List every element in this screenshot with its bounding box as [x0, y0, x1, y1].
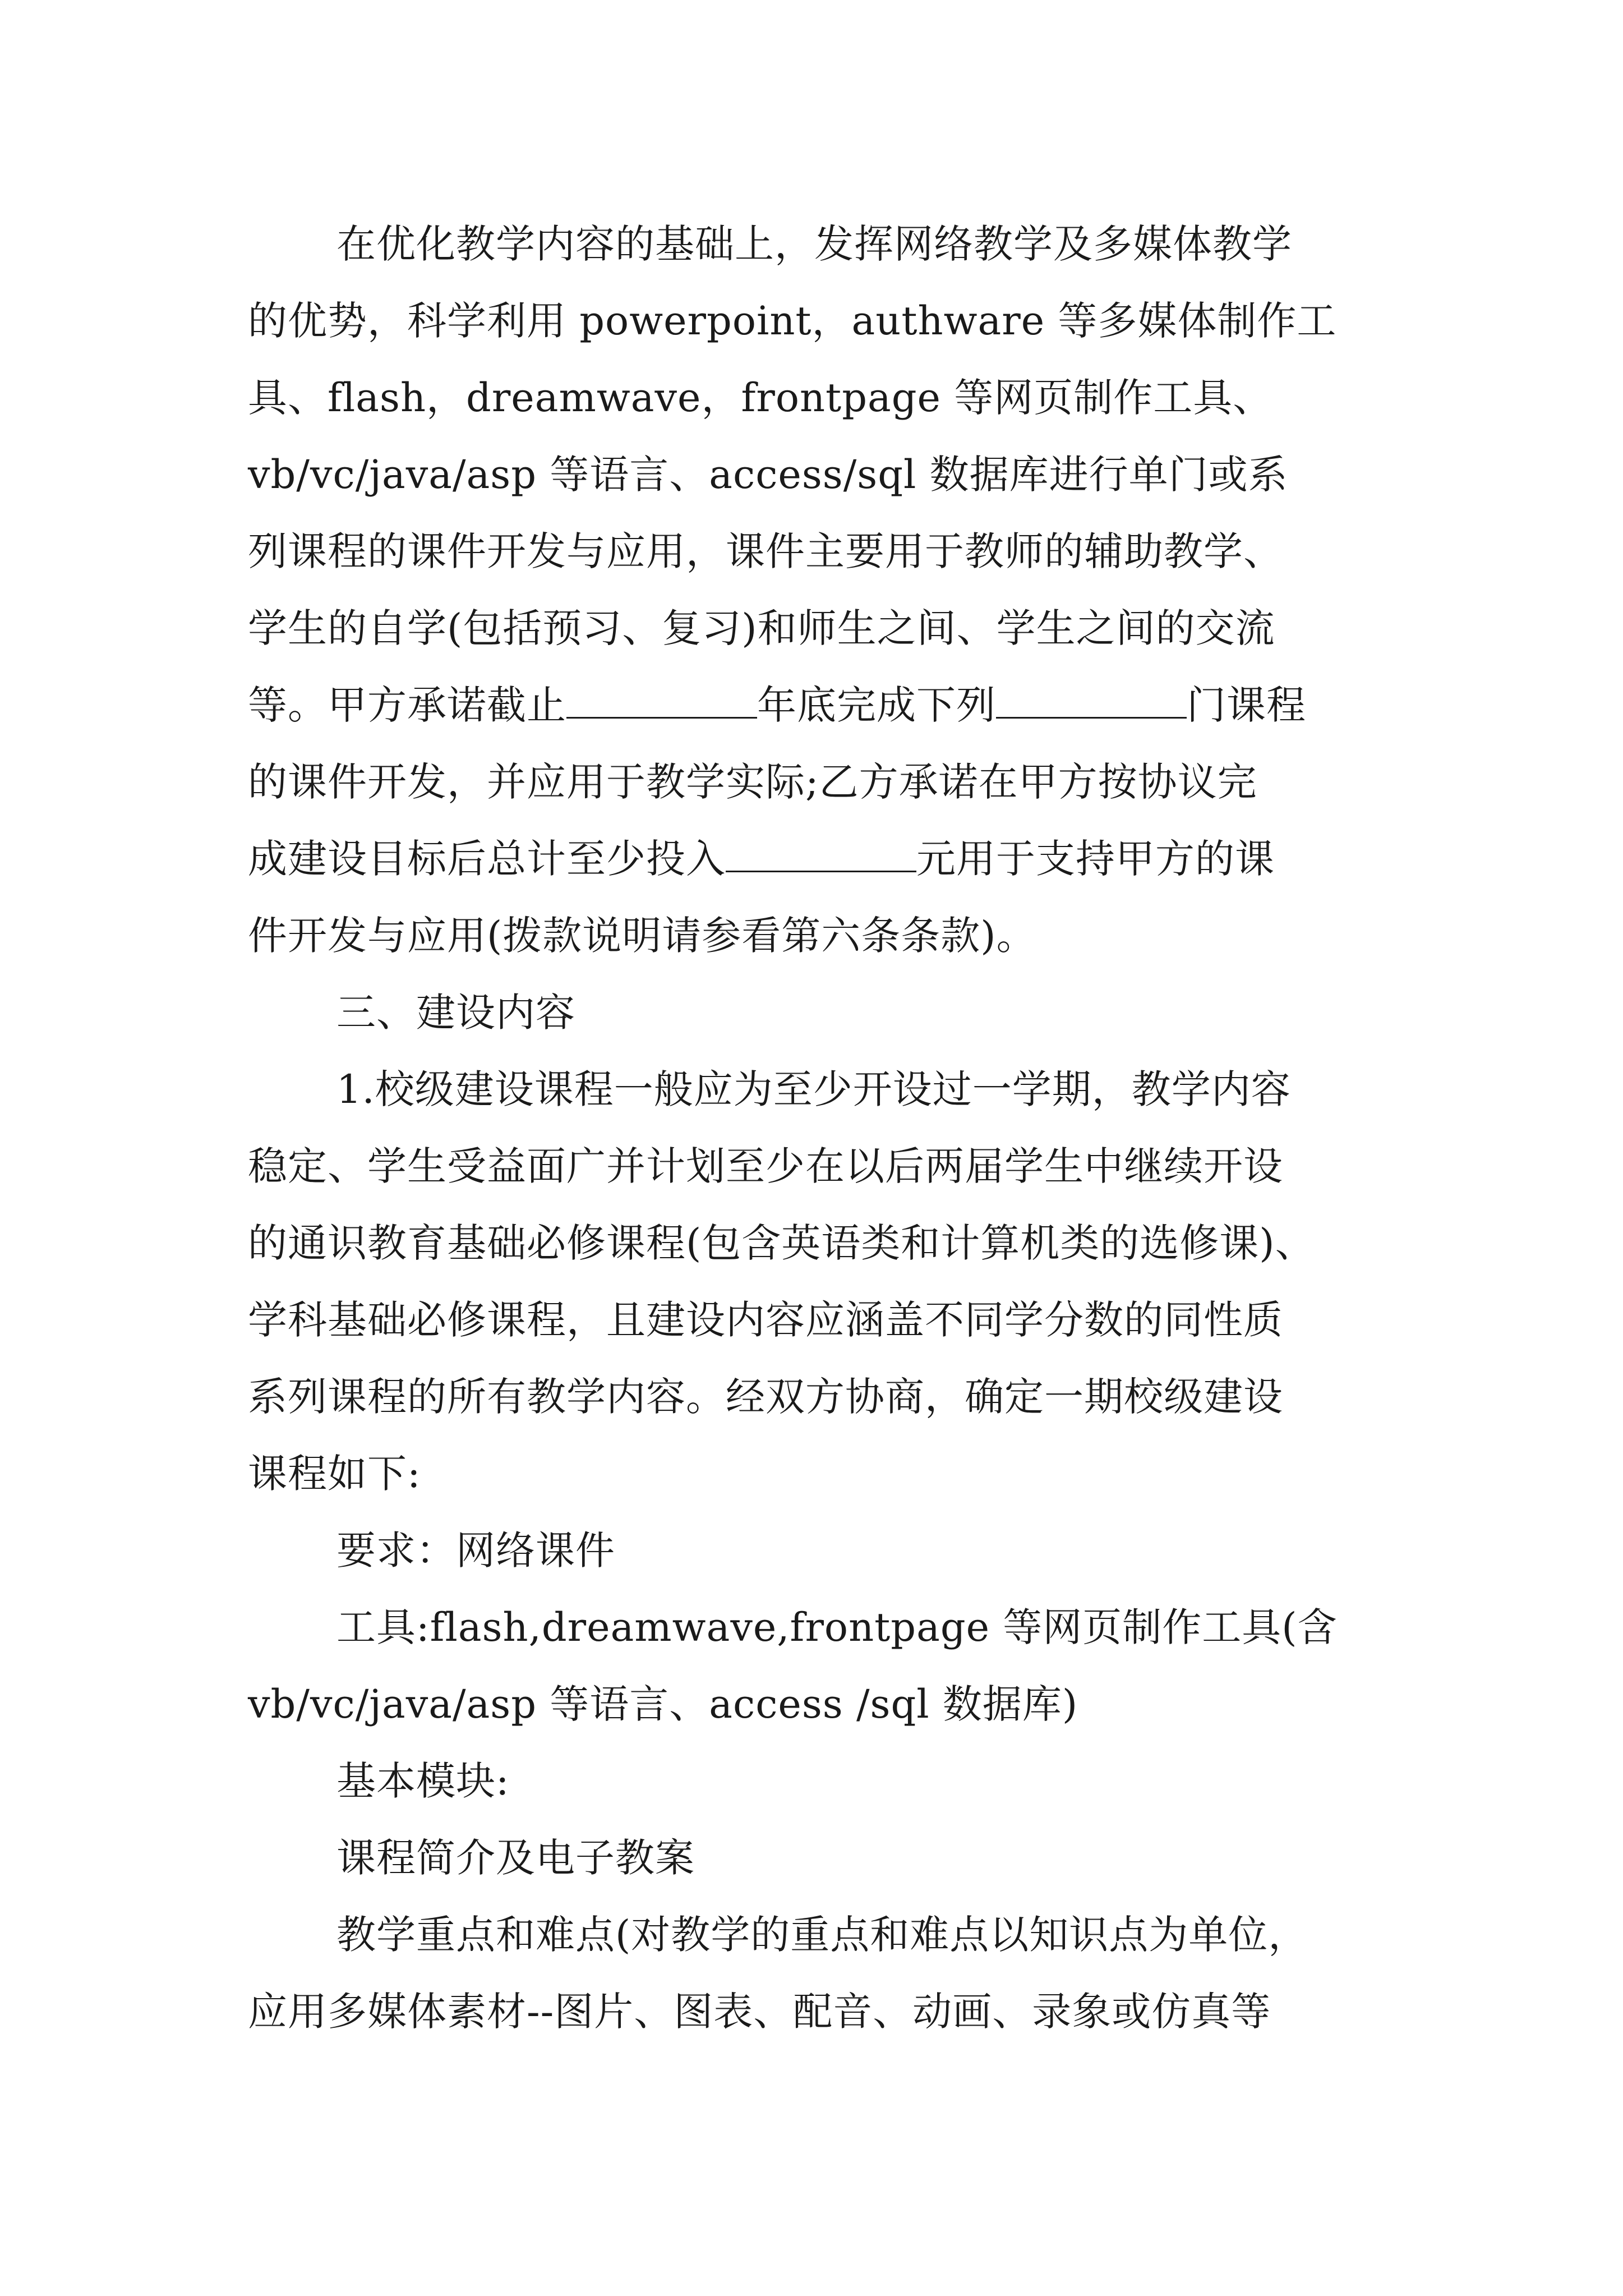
paragraph-line: 1.校级建设课程一般应为至少开设过一学期，教学内容: [336, 1066, 1291, 1112]
paragraph-line: 具、flash，dreamwave，frontpage 等网页制作工具、: [248, 375, 1273, 421]
line-text: 元用于支持甲方的课: [916, 836, 1275, 882]
fill-in-blank-course-count: [996, 683, 1187, 719]
paragraph-line: 课程如下:: [248, 1451, 421, 1497]
module-item: 课程简介及电子教案: [336, 1835, 695, 1881]
requirement-line: 要求：网络课件: [336, 1527, 615, 1573]
tools-line: 工具:flash,dreamwave,frontpage 等网页制作工具(含: [336, 1604, 1338, 1650]
paragraph-line: vb/vc/java/asp 等语言、access/sql 数据库进行单门或系: [248, 452, 1288, 498]
line-text: 年底完成下列: [757, 682, 996, 728]
paragraph-line: 稳定、学生受益面广并计划至少在以后两届学生中继续开设: [248, 1143, 1283, 1189]
paragraph-line: 学科基础必修课程，且建设内容应涵盖不同学分数的同性质: [248, 1297, 1283, 1343]
paragraph-line: 件开发与应用(拨款说明请参看第六条条款)。: [248, 913, 1036, 959]
paragraph-line-with-blanks: [248, 666, 1426, 744]
paragraph-line: 系列课程的所有教学内容。经双方协商，确定一期校级建设: [248, 1374, 1283, 1420]
paragraph-line: 列课程的课件开发与应用，课件主要用于教师的辅助教学、: [248, 528, 1283, 574]
section-heading: 三、建设内容: [336, 990, 575, 1036]
module-item-continued: 应用多媒体素材--图片、图表、配音、动画、录象或仿真等: [248, 1989, 1271, 2035]
fill-in-blank-amount: [726, 837, 916, 872]
paragraph-line: 学生的自学(包括预习、复习)和师生之间、学生之间的交流: [248, 605, 1275, 651]
tools-line: vb/vc/java/asp 等语言、access /sql 数据库): [248, 1681, 1078, 1727]
paragraph-line-with-blank: [248, 820, 1426, 898]
line-text: 门课程: [1187, 682, 1306, 728]
line-text: 等。甲方承诺截止: [248, 682, 566, 728]
paragraph-line: 的优势，科学利用 powerpoint，authware 等多媒体制作工: [248, 298, 1337, 344]
paragraph-line: 在优化教学内容的基础上，发挥网络教学及多媒体教学: [336, 221, 1292, 267]
modules-label: 基本模块:: [336, 1758, 510, 1804]
paragraph-line: 的通识教育基础必修课程(包含英语类和计算机类的选修课)、: [248, 1220, 1315, 1266]
line-text: 成建设目标后总计至少投入: [248, 836, 726, 882]
module-item: 教学重点和难点(对教学的重点和难点以知识点为单位，: [336, 1912, 1308, 1958]
fill-in-blank-year: [566, 683, 757, 719]
paragraph-line: 的课件开发，并应用于教学实际;乙方承诺在甲方按协议完: [248, 759, 1257, 805]
